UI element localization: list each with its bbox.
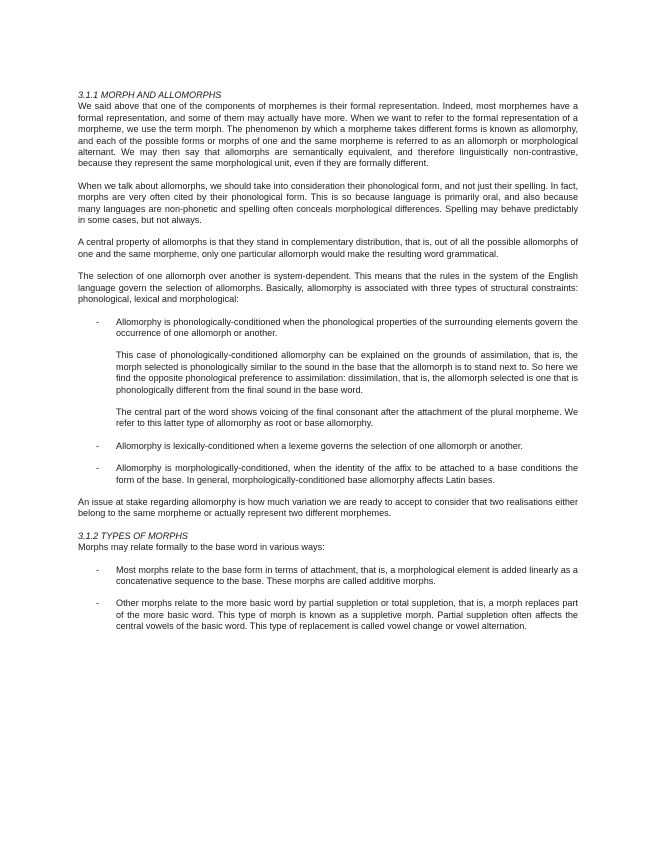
paragraph: The central part of the word shows voicing of the final consonant after the attachment of the plural morpheme. We refer to this latter type of allomorphy as root or base allomorphy. bbox=[116, 406, 578, 429]
section-heading-types-of-morphs: 3.1.2 TYPES OF MORPHS bbox=[78, 530, 188, 541]
list-item-text: Other morphs relate to the more basic word by partial suppletion or total suppletion, that is, a morph replaces part of the more basic word. This type of morph is known as a suppletive morph. Partial suppletion often affects the central vowels of the basic word. This type of replacement is called vowel change or vowel alternation. bbox=[116, 598, 578, 632]
paragraph: We said above that one of the components of morphemes is their formal representation. Indeed, most morphemes have a formal representation, and some of them may actually have more. When we want to refer to the formal representation of a morpheme, we use the term morph. The phenomenon by which a morpheme takes different forms is known as allomorphy, and each of the possible forms or morphs of one and the same morpheme is referred to as an allomorph or morphological alternant. We may then say that allomorphs are semantically equivalent, and therefore linguistically non-contrastive, because they represent the same morphological unit, even if they are formally different. bbox=[78, 101, 578, 169]
paragraph: An issue at stake regarding allomorphy is how much variation we are ready to accept to consider that two realisations either belong to the same morpheme or actually represent two different morphemes. bbox=[78, 496, 578, 519]
bullet-dash: - bbox=[96, 463, 100, 474]
bullet-dash: - bbox=[96, 440, 100, 451]
list-item-text: Allomorphy is phonologically-conditioned when the phonological properties of the surrounding elements govern the occurrence of one allomorph or another. bbox=[116, 316, 578, 338]
list-item bbox=[78, 441, 578, 452]
list-item-text: Allomorphy is lexically-conditioned when a lexeme governs the selection of one allomorph or another. bbox=[116, 440, 523, 451]
paragraph: This case of phonologically-conditioned allomorphy can be explained on the grounds of assimilation, that is, the morph selected is phonologically similar to the sound in the base that the allomorph is to stand next to. So here we find the opposite phonological preference to assimilation: dissimilation, that is, the allomorph selected is one that is phonologically different from the final sound in the base word. bbox=[116, 350, 578, 395]
section-heading-morph-allomorphs: 3.1.1 MORPH AND ALLOMORPHS bbox=[78, 90, 222, 100]
document-page bbox=[78, 90, 578, 633]
list-item-text: Allomorphy is morphologically-conditioned, when the identity of the affix to be attached to a base conditions the form of the base. In general, morphologically-conditioned base allomorphy affects Latin bases. bbox=[116, 463, 578, 485]
list-item bbox=[78, 565, 578, 588]
paragraph: A central property of allomorphs is that they stand in complementary distribution, that is, out of all the possible allomorphs of one and the same morpheme, only one particular allomorph would make the resulting word grammatical. bbox=[78, 237, 578, 259]
list-item-text: Most morphs relate to the base form in terms of attachment, that is, a morphological element is added linearly as a concatenative sequence to the base. These morphs are called additive morphs. bbox=[116, 564, 578, 586]
list-item bbox=[78, 463, 578, 486]
paragraph: Morphs may relate formally to the base word in various ways: bbox=[78, 542, 325, 553]
bullet-dash: - bbox=[96, 564, 100, 575]
bullet-dash: - bbox=[96, 316, 100, 327]
paragraph: When we talk about allomorphs, we should take into consideration their phonological form, and not just their spelling. In fact, morphs are very often cited by their phonological form. This is so because language is primarily oral, and also because many languages are non-phonetic and spelling often conceals morphological differences. Spelling may behave predictably in some cases, but not always. bbox=[78, 180, 578, 226]
paragraph: The selection of one allomorph over another is system-dependent. This means that the rules in the system of the English language govern the selection of allomorphs. Basically, allomorphy is associated with three types of structural constraints: phonological, lexical and morphological: bbox=[78, 271, 578, 305]
list-item bbox=[78, 598, 578, 632]
bullet-dash: - bbox=[96, 598, 100, 609]
list-item bbox=[78, 317, 578, 340]
